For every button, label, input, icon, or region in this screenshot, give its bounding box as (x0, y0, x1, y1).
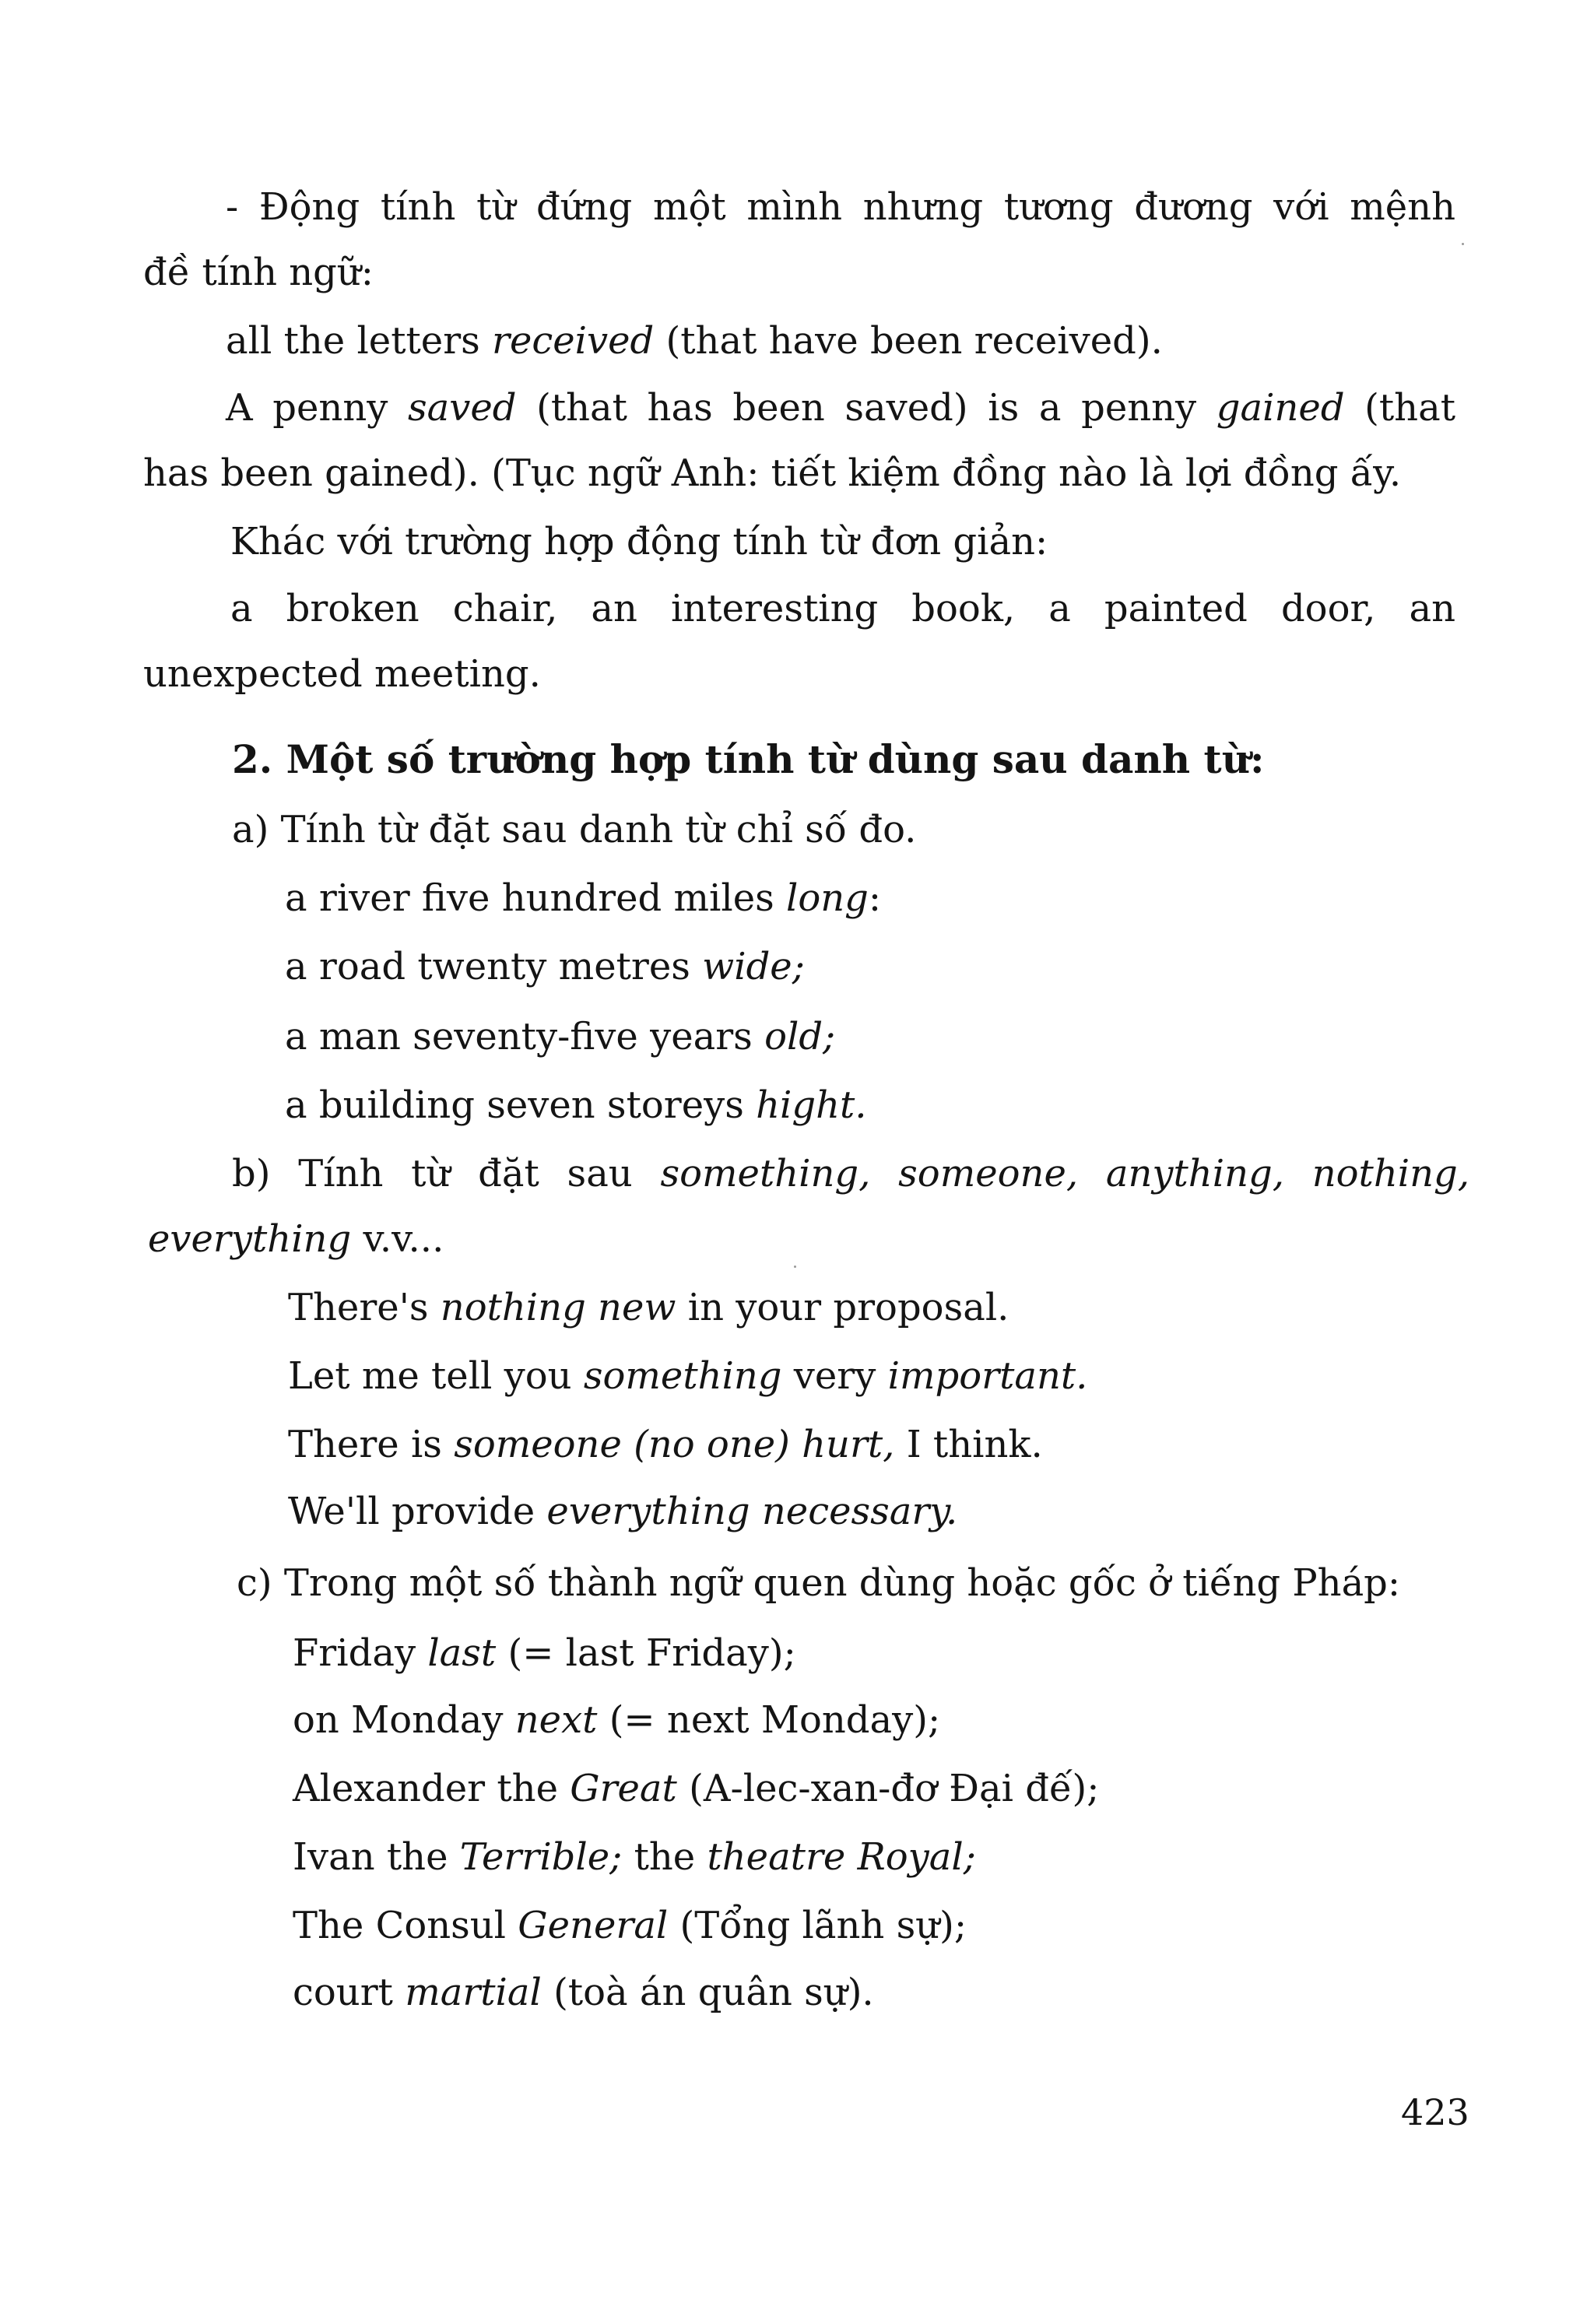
line-text: A penny (226, 386, 408, 430)
line-text: the (622, 1835, 707, 1879)
line-text: unexpected meeting. (143, 652, 541, 696)
line-text: The Consul (293, 1904, 518, 1947)
line-text: a man seventy-five years (285, 1015, 765, 1058)
line-text: in your proposal. (676, 1286, 1009, 1329)
text-line (232, 1150, 1469, 1197)
line-text: a broken chair, an interesting book, a painted door, an (230, 587, 1455, 630)
italic-term: something (583, 1354, 782, 1398)
example-line (288, 1353, 1087, 1399)
example-line (288, 1284, 1009, 1331)
example-line (285, 1082, 867, 1129)
line-text: (= next Monday); (597, 1698, 941, 1742)
example-line (293, 1765, 1099, 1812)
example-line (293, 1630, 796, 1676)
italic-term: important. (887, 1354, 1088, 1398)
line-text: v.v... (351, 1217, 444, 1261)
italic-term: Great (570, 1767, 677, 1810)
italic-term: saved (407, 386, 517, 430)
line-text: (that has been saved) is a penny (516, 386, 1217, 430)
line-text: all the letters (226, 319, 493, 363)
section-heading (232, 736, 1264, 783)
line-text: There is (288, 1423, 455, 1466)
line-text: b) Tính từ đặt sau (232, 1152, 661, 1195)
example-line (293, 1902, 967, 1949)
line-text: very (781, 1354, 888, 1398)
line-text: on Monday (293, 1698, 515, 1742)
line-text: has been gained). (Tục ngữ Anh: tiết kiệm đồng nào là lợi đồng ấy. (143, 451, 1402, 495)
line-text: a) Tính từ đặt sau danh từ chỉ số đo. (232, 808, 917, 851)
italic-term: everything necessary. (546, 1490, 958, 1533)
text-line (143, 651, 541, 697)
scan-speck (794, 1266, 796, 1268)
line-text: Alexander the (293, 1767, 571, 1810)
text-line (232, 806, 916, 853)
line-text: (that have been received). (654, 319, 1163, 363)
italic-term: next (514, 1698, 598, 1742)
text-line (237, 1560, 1400, 1606)
line-text: a river five hundred miles (285, 876, 787, 920)
line-text: Khác với trường hợp động tính từ đơn giản: (230, 520, 1048, 563)
line-text: Ivan the (293, 1835, 460, 1879)
line-text: a building seven storeys (285, 1083, 757, 1127)
line-text: a road twenty metres (285, 945, 703, 988)
line-text: c) Trong một số thành ngữ quen dùng hoặc gốc ở tiếng Pháp: (237, 1561, 1401, 1605)
line-text: : (868, 876, 882, 920)
line-text: 2. Một số trường hợp tính từ dùng sau danh từ: (232, 736, 1265, 782)
example-line (288, 1421, 1043, 1468)
line-text: - Động tính từ đứng một mình nhưng tương đương với mệnh (226, 185, 1455, 229)
line-text: (toà án quân sự). (541, 1971, 874, 2014)
text-line (143, 249, 374, 296)
example-line (293, 1834, 976, 1880)
italic-term: last (427, 1631, 497, 1675)
italic-term: someone (no one) hurt, (454, 1423, 895, 1466)
italic-term: long (786, 876, 869, 920)
example-line (293, 1697, 940, 1743)
text-line (230, 518, 1048, 565)
italic-term: nothing new (440, 1286, 676, 1329)
line-text: Let me tell you (288, 1354, 584, 1398)
italic-term: General (518, 1904, 669, 1947)
example-line (288, 1488, 957, 1535)
italic-term: everything (148, 1217, 352, 1261)
example-line (285, 1013, 835, 1060)
italic-term: martial (405, 1971, 542, 2014)
example-line (285, 875, 881, 922)
text-line (148, 1216, 444, 1262)
italic-term: old; (764, 1015, 836, 1058)
page-number: 423 (1401, 2091, 1469, 2133)
text-line (230, 585, 1455, 632)
italic-term: received (492, 319, 655, 363)
example-line (293, 1969, 874, 2016)
italic-term: theatre Royal; (707, 1835, 976, 1879)
line-text: Friday (293, 1631, 428, 1675)
example-line (285, 943, 805, 990)
italic-term: wide; (702, 945, 805, 988)
line-text: (A-lec-xan-đơ Đại đế); (676, 1767, 1100, 1810)
text-line (226, 384, 1455, 431)
text-line (143, 450, 1401, 497)
line-text: We'll provide (288, 1490, 547, 1533)
text-line (226, 184, 1455, 230)
line-text: (that (1344, 386, 1456, 430)
line-text: (= last Friday); (496, 1631, 796, 1675)
italic-term: Terrible; (459, 1835, 623, 1879)
line-text: court (293, 1971, 406, 2014)
italic-term: hight. (756, 1083, 867, 1127)
italic-term: gained (1216, 386, 1345, 430)
line-text: (Tổng lãnh sự); (668, 1904, 967, 1947)
line-text: I think. (894, 1423, 1043, 1466)
italic-term: something, someone, anything, nothing, (660, 1152, 1470, 1195)
line-text: đề tính ngữ: (143, 251, 374, 294)
scan-speck (1462, 243, 1464, 245)
line-text: There's (288, 1286, 441, 1329)
text-line (226, 318, 1163, 364)
